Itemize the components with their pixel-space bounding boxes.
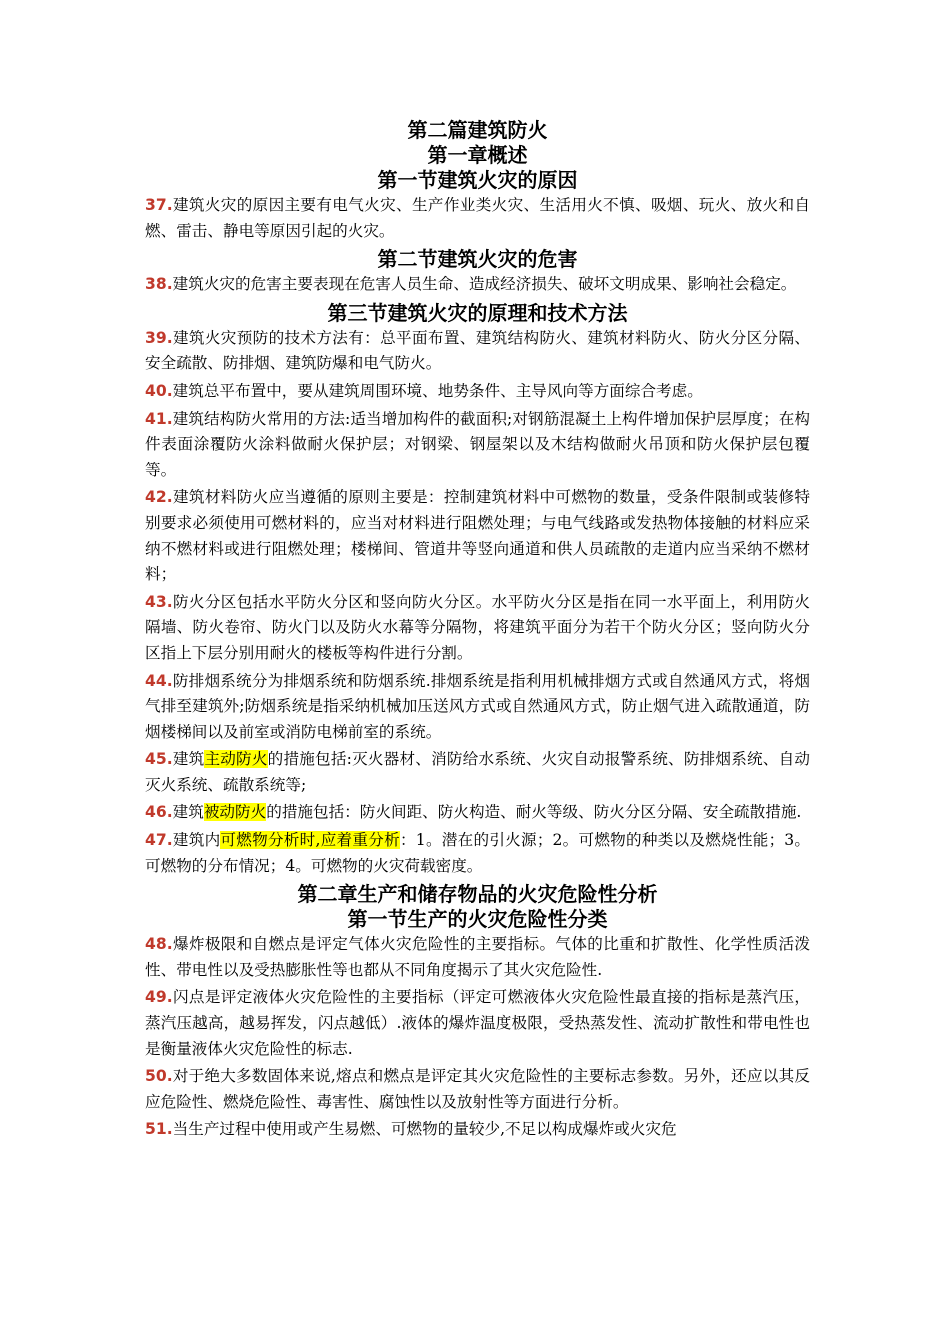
- item-text-pre: 建筑内: [172, 831, 221, 850]
- item-text: 建筑火灾预防的技术方法有：总平面布置、建筑结构防火、建筑材料防火、防火分区分隔、安全疏散、防排烟、建筑防爆和电气防火。: [145, 328, 810, 373]
- item-46: [145, 800, 810, 826]
- item-44: [145, 669, 810, 746]
- item-text: 建筑材料防火应当遵循的原则主要是：控制建筑材料中可燃物的数量，受条件限制或装修特别要求必须使用可燃材料的，应当对材料进行阻燃处理；与电气线路或发热物体接触的材料应采纳不燃材料或进行阻燃处理；楼梯间、管道井等竖向通道和供人员疏散的走道内应当采纳不燃材料；: [145, 488, 810, 584]
- item-text: 防排烟系统分为排烟系统和防烟系统.排烟系统是指利用机械排烟方式或自然通风方式，将烟气排至建筑外;防烟系统是指采纳机械加压送风方式或自然通风方式，防止烟气进入疏散通道，防烟楼梯间以及前室或消防电梯前室的系统。: [145, 671, 810, 741]
- part-title: 第二篇建筑防火: [407, 118, 548, 142]
- section-1-1-title: 第一节建筑火灾的原因: [377, 168, 578, 192]
- item-39: [145, 326, 810, 377]
- item-text: 建筑火灾的原因主要有电气火灾、生产作业类火灾、生活用火不慎、吸烟、玩火、放火和自燃、雷击、静电等原因引起的火灾。: [145, 196, 810, 240]
- item-number: 38.: [145, 275, 173, 294]
- item-50: [145, 1064, 810, 1115]
- section-1-3-title: 第三节建筑火灾的原理和技术方法: [327, 300, 628, 325]
- item-43: [145, 590, 810, 667]
- item-text: 爆炸极限和自燃点是评定气体火灾危险性的主要指标。气体的比重和扩散性、化学性质活泼性、带电性以及受热膨胀性等也都从不同角度揭示了其火灾危险性.: [145, 935, 810, 979]
- item-number: 48.: [145, 935, 173, 954]
- item-text-post: 的措施包括:灭火器材、消防给水系统、火灾自动报警系统、防排烟系统、自动灭火系统、疏散系统等;: [145, 750, 810, 794]
- item-number: 46.: [145, 803, 173, 822]
- item-number: 42.: [145, 488, 173, 507]
- item-text-pre: 建筑: [172, 803, 204, 822]
- item-47: [145, 828, 810, 879]
- item-number: 51.: [145, 1120, 173, 1139]
- item-number: 49.: [145, 988, 173, 1007]
- highlighted-term: 主动防火: [204, 750, 268, 769]
- item-40: [145, 379, 810, 405]
- item-text: 建筑火灾的危害主要表现在危害人员生命、造成经济损失、破坏文明成果、影响社会稳定。: [172, 275, 797, 294]
- item-number: 44.: [145, 671, 173, 690]
- item-45: [145, 747, 810, 798]
- item-text: 建筑总平布置中，要从建筑周围环境、地势条件、主导风向等方面综合考虑。: [172, 381, 703, 400]
- item-number: 40.: [145, 381, 173, 400]
- item-text: 防火分区包括水平防火分区和竖向防火分区。水平防火分区是指在同一水平面上，利用防火隔墙、防火卷帘、防火门以及防火水幕等分隔物，将建筑平面分为若干个防火分区；竖向防火分区指上下层分别用耐火的楼板等构件进行分割。: [145, 592, 810, 662]
- item-48: [145, 932, 810, 983]
- item-number: 41.: [145, 409, 173, 428]
- item-37: [145, 193, 810, 244]
- item-number: 37.: [145, 196, 173, 214]
- item-number: 39.: [145, 328, 173, 347]
- section-1-2-title: 第二节建筑火灾的危害: [377, 247, 578, 272]
- item-text-pre: 建筑: [172, 750, 205, 769]
- item-42: [145, 485, 810, 587]
- highlighted-term: 可燃物分析时,应着重分析: [220, 831, 400, 850]
- item-text-post: 的措施包括：防火间距、防火构造、耐火等级、防火分区分隔、安全疏散措施.: [266, 803, 802, 822]
- item-49: [145, 985, 810, 1062]
- item-text: 建筑结构防火常用的方法:适当增加构件的截面积;对钢筋混凝土上构件增加保护层厚度；在构件表面涂覆防火涂料做耐火保护层；对钢梁、钢屋架以及木结构做耐火吊顶和防火保护层包覆等。: [145, 409, 810, 479]
- item-number: 45.: [145, 750, 173, 769]
- item-41: [145, 407, 810, 484]
- section-2-1-title: 第一节生产的火灾危险性分类: [347, 907, 608, 932]
- item-38: [145, 272, 810, 298]
- item-text: 当生产过程中使用或产生易燃、可燃物的量较少,不足以构成爆炸或火灾危: [172, 1120, 677, 1139]
- item-number: 43.: [145, 592, 173, 611]
- item-number: 47.: [145, 831, 173, 850]
- item-text: 闪点是评定液体火灾危险性的主要指标（评定可燃液体火灾危险性最直接的指标是蒸汽压，蒸汽压越高，越易挥发，闪点越低）.液体的爆炸温度极限，受热蒸发性、流动扩散性和带电性也是衡量液体火灾危险性的标志.: [145, 988, 810, 1058]
- item-51: [145, 1117, 810, 1143]
- item-number: 50.: [145, 1067, 173, 1086]
- item-text: 对于绝大多数固体来说,熔点和燃点是评定其火灾危险性的主要标志参数。另外，还应以其反应危险性、燃烧危险性、毒害性、腐蚀性以及放射性等方面进行分析。: [145, 1067, 810, 1111]
- chapter-2-title: 第二章生产和储存物品的火灾危险性分析: [297, 882, 658, 907]
- item-text-post: ：1。潜在的引火源；2。可燃物的种类以及燃烧性能；3。可燃物的分布情况；4。可燃物的火灾荷载密度。: [145, 831, 810, 875]
- document-page: [145, 118, 810, 1145]
- highlighted-term: 被动防火: [203, 803, 267, 822]
- chapter-1-title: 第一章概述: [427, 143, 528, 167]
